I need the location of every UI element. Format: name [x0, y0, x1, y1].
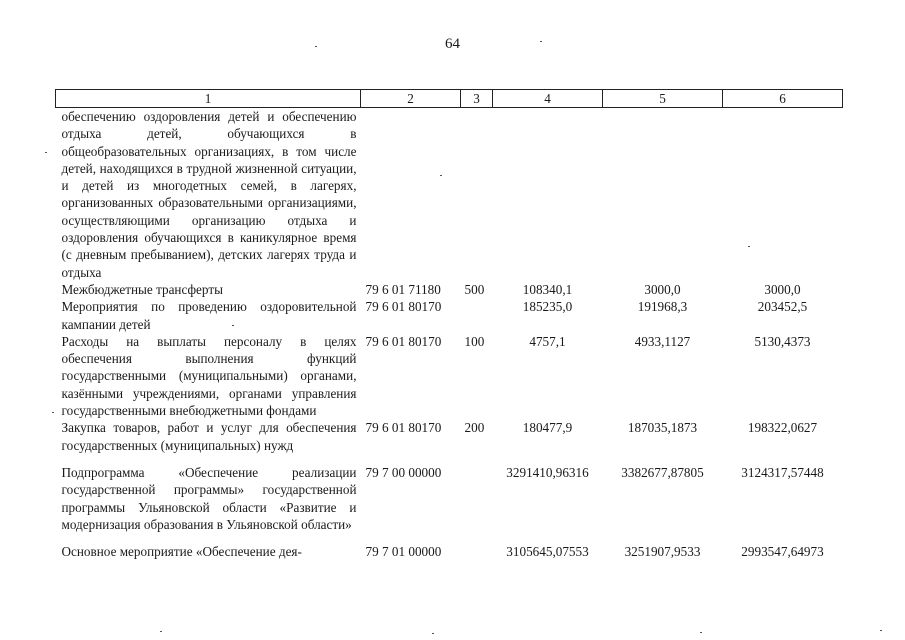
row-value-2: 3382677,87805 [621, 464, 704, 480]
row-expense-type: 100 [464, 333, 485, 349]
budget-table [55, 89, 843, 560]
row-name: обеспечению оздоровления детей и обеспечению отдыха детей, обучающихся в общеобразовательных организациях, в том числе детей, находящихся в трудной жизненной ситуации, и детей из многодетных семей, в лагерях, организованных образовательными организациями, осуществляющими организацию отдыха и оздоровления обучающихся в каникулярное время (с дневным пребыванием), детских лагерях труда и отдыха [61, 109, 357, 280]
row-code [361, 108, 461, 281]
table-row [56, 333, 843, 419]
scan-speck [45, 152, 47, 153]
row-value-2: 191968,3 [637, 299, 688, 315]
table-row [56, 281, 843, 298]
row-value-3 [723, 108, 843, 281]
row-value-3: 198322,0627 [747, 420, 818, 436]
row-value-1: 180477,9 [522, 420, 573, 436]
scan-speck [52, 412, 54, 413]
row-value-3: 203452,5 [757, 299, 808, 315]
row-expense-type [461, 298, 493, 333]
row-value-1 [493, 108, 603, 281]
row-name: Основное мероприятие «Обеспечение дея- [61, 544, 302, 560]
row-name: Мероприятия по проведению оздоровительной кампании детей [61, 299, 357, 332]
page-number: 64 [445, 36, 460, 52]
row-expense-type: 200 [464, 420, 485, 436]
table-row [56, 298, 843, 333]
row-value-3: 3124317,57448 [741, 464, 824, 480]
table-header-row [56, 90, 843, 108]
row-name: Расходы на выплаты персоналу в целях обеспечения выполнения функций государственными (муниципальными) органами, казёнными учреждениями, органами управления государственными внебюджетными фондами [61, 333, 357, 419]
row-code: 79 6 01 80170 [365, 299, 442, 315]
scan-speck [232, 325, 234, 326]
row-expense-type [461, 543, 493, 560]
column-header: 6 [723, 90, 843, 108]
row-value-2 [603, 108, 723, 281]
row-value-1: 185235,0 [522, 299, 573, 315]
row-name: Межбюджетные трансферты [61, 281, 223, 297]
column-header: 4 [493, 90, 603, 108]
scan-speck [432, 633, 434, 634]
row-value-1: 108340,1 [522, 281, 573, 297]
row-name: Подпрограмма «Обеспечение реализации государственной программы» государственной программы Ульяновской области «Развитие и модернизация образования в Ульяновской области» [61, 464, 357, 532]
row-value-2: 3000,0 [644, 281, 681, 297]
row-code: 79 7 01 00000 [365, 544, 442, 560]
row-value-3: 3000,0 [764, 281, 801, 297]
row-code: 79 6 01 80170 [365, 333, 442, 349]
table-row [56, 419, 843, 464]
column-header: 3 [461, 90, 493, 108]
row-code: 79 6 01 71180 [365, 281, 441, 297]
row-expense-type [461, 464, 493, 543]
column-header: 2 [361, 90, 461, 108]
row-value-1: 3105645,07553 [506, 544, 589, 560]
row-value-1: 3291410,96316 [506, 464, 589, 480]
row-value-2: 3251907,9533 [624, 544, 701, 560]
row-expense-type [461, 108, 493, 281]
column-header: 1 [56, 90, 361, 108]
row-value-2: 187035,1873 [627, 420, 698, 436]
scan-speck [540, 41, 542, 42]
column-header: 5 [603, 90, 723, 108]
scan-speck [700, 632, 702, 633]
row-value-2: 4933,1127 [634, 333, 691, 349]
row-value-3: 5130,4373 [754, 333, 811, 349]
table-row [56, 108, 843, 281]
scan-speck [160, 631, 162, 632]
row-name: Закупка товаров, работ и услуг для обеспечения государственных (муниципальных) нужд [61, 420, 357, 453]
table-row [56, 543, 843, 560]
row-value-3: 2993547,64973 [741, 544, 824, 560]
row-expense-type: 500 [464, 281, 485, 297]
row-code: 79 7 00 00000 [365, 464, 442, 480]
scan-speck [880, 630, 882, 631]
scan-speck [748, 246, 750, 247]
row-value-1: 4757,1 [529, 333, 566, 349]
scan-speck [440, 175, 442, 176]
table-row [56, 464, 843, 543]
scan-speck [315, 46, 317, 47]
row-code: 79 6 01 80170 [365, 420, 442, 436]
